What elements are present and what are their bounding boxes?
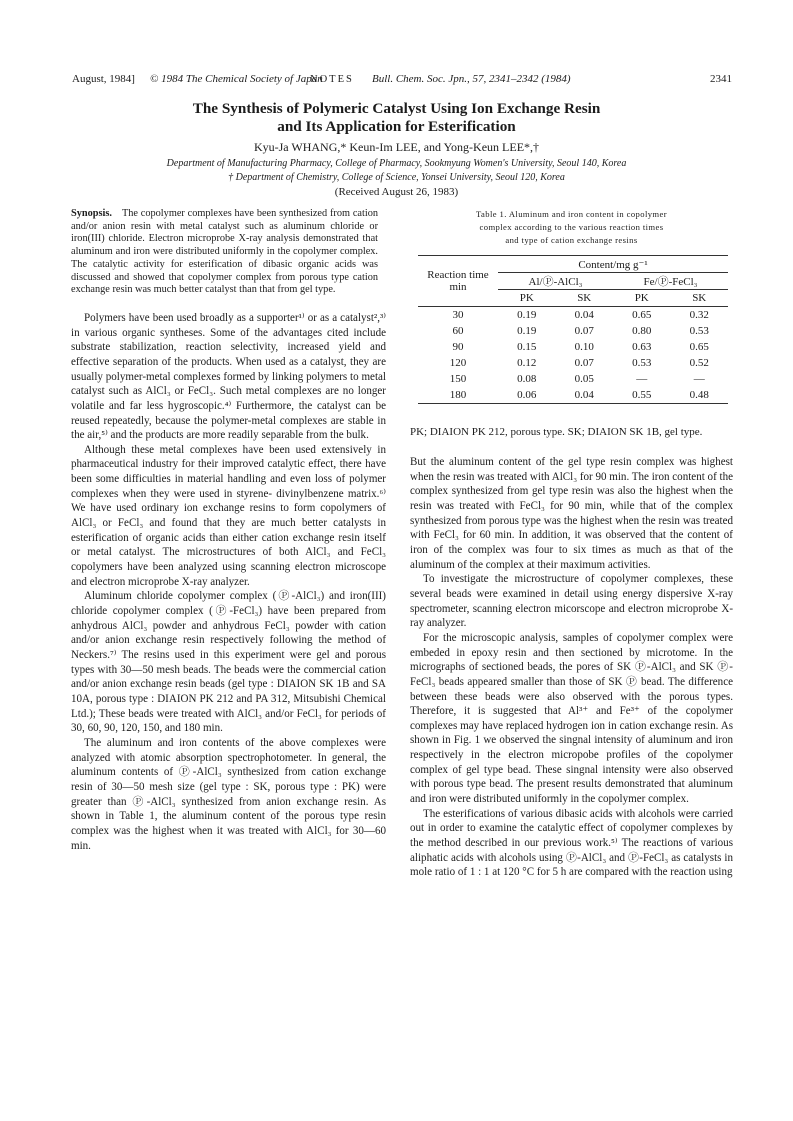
header-section: NOTES: [310, 74, 354, 85]
subcol-header: SK: [577, 292, 592, 304]
table-cell: 0.15: [517, 341, 537, 353]
table-cell: 0.07: [574, 325, 594, 337]
subcol-header: PK: [634, 292, 649, 304]
body-paragraph: The esterifications of various dibasic acids with alcohols were carried out in order to examine the catalytic effect of copolymer complexes by the method described in our previous work.⁵⁾ The reactions of various aliphatic acids with alcohols using Ⓟ-AlCl₃ and Ⓟ-FeCl₃ as catalysts in mole ratio of 1 : 1 at 120 °C for 5 h are compared with the reaction using: [410, 807, 733, 879]
table-cell: 0.19: [517, 325, 537, 337]
table-cell: 0.55: [632, 389, 652, 401]
table-caption-line: complex according to the various reaction times: [479, 222, 664, 232]
body-paragraph: For the microscopic analysis, samples of copolymer complex were embeded in epoxy resin and then sectioned by microtome. In the micrographs of sectioned beads, the pores of SK Ⓟ-AlCl₃ and SK Ⓟ-FeCl₃ beads appeared smaller than those of SK Ⓟ bead. The difference between these beads were also observed with the porous types. Therefore, it is suggested that Al³⁺ and Fe³⁺ of the copolymer complexes may have replaced hydrogen ion in cation exchange resin. As shown in Fig. 1 we observed the singnal intensity of aluminum and iron respectively in the electron micropobe profiles of the copolymer complex of gel type bead. These singnal intensity were also observed with porous type bead. The present results demonstrated that aluminum and iron were distributed uniformly in the copolymer complex.: [410, 631, 733, 806]
article-title-line1: The Synthesis of Polymeric Catalyst Using Ion Exchange Resin: [192, 100, 601, 117]
synopsis-label: Synopsis.: [71, 208, 112, 219]
group-header-fe: Fe/Ⓟ-FeCl₃: [613, 273, 728, 290]
synopsis: [71, 208, 378, 297]
table-cell: 0.52: [689, 357, 709, 369]
table-cell: 0.04: [574, 389, 594, 401]
body-paragraph: But the aluminum content of the gel type resin complex was highest when the resin was treated with AlCl₃ for 90 min. The iron content of the complex synthesized from gel type resin was also the highest when the resin was treated with FeCl₃ for 90 min, while that of the complex synthesized from porous type was the highest when the resin was treated with FeCl₃ for 60 min. In addition, it was observed that the content of iron of the complex was four to six times as much as that of the aluminum of the complex at their maximum activities.: [410, 456, 734, 571]
header-journal: Bull. Chem. Soc. Jpn., 57, 2341–2342 (1984): [372, 73, 571, 85]
body-paragraph: Aluminum chloride copolymer complex (Ⓟ-AlCl₃) and iron(III) chloride copolymer complex (Ⓟ-FeCl₃) have been prepared from anhydrous AlCl₃ powder and anhydrous FeCl₃ powder with cation and/or anion exchange resin respectively following the method of Neckers.⁷⁾ The resins used in this experiment were gel and porous types with 30—50 mesh beads. The beads were the commercial cation and/or anion exchange resin beads (gel type : DIAION SK 1B and SA 10A, porous type : DIAION PK 212 and PA 312, Mitsubishi Chemical Ltd.); These beads were treated with AlCl₃ and/or FeCl₃ for periods of 30, 60, 90, 120, 150, and 180 min.: [71, 590, 386, 735]
table-cell: 90: [452, 341, 464, 353]
header-date: August, 1984]: [72, 73, 135, 85]
body-paragraph: To investigate the microstructure of copolymer complexes, these several beads were examined in detail using energy dispersive X-ray spectrometer, scanning electron micorscope and electron microprobe X-ray analyzer.: [410, 573, 733, 630]
table-caption-line: Table 1. Aluminum and iron content in copolymer: [476, 209, 667, 219]
data-table: [418, 255, 728, 404]
left-column: [71, 208, 386, 853]
table-cell: —: [636, 373, 648, 385]
table-cell: 0.07: [574, 357, 594, 369]
table-row: [418, 339, 728, 355]
table-cell: 0.53: [689, 325, 709, 337]
table-cell: 0.63: [632, 341, 652, 353]
table-cell: 30: [452, 309, 464, 321]
header-page-number: 2341: [710, 73, 732, 85]
table-cell: 0.65: [632, 309, 652, 321]
table-cell: —: [693, 373, 705, 385]
table-cell: 150: [449, 373, 467, 385]
subcol-header: SK: [692, 292, 707, 304]
table-cell: 0.10: [574, 341, 594, 353]
right-column: [410, 455, 733, 880]
synopsis-text: The copolymer complexes have been synthesized from cation and/or anion resin with metal catalyst such as aluminum chloride or iron(III) chloride. Electron microprobe X-ray analysis demonstrated that aluminum and iron were distributed uniformly in the copolymer complex. The catalytic activity for esterification of dibasic organic acids was discussed and showed that copolymer complex from porous type cation exchange resin was much better catalyst than that from gel type.: [71, 208, 378, 296]
received-date: (Received August 26, 1983): [334, 186, 459, 198]
table-cell: 0.80: [632, 325, 652, 337]
body-paragraph: The aluminum and iron contents of the above complexes were analyzed with atomic absorption spectrophotometer. In general, the aluminum contents of Ⓟ-AlCl₃ synthesized from cation exchange resin of 30—50 mesh size (gel type : SK, porous type : PK) were greater than Ⓟ-AlCl₃ synthesized from anion exchange resin. As shown in Table 1, the aluminum content of the porous type resin complex was the highest when it was treated with AlCl₃ for 30—60 min.: [71, 736, 386, 852]
table-caption-line: and type of cation exchange resins: [505, 235, 638, 245]
table-cell: 0.48: [689, 389, 709, 401]
table-row: [418, 355, 728, 371]
table-cell: 0.32: [689, 309, 709, 321]
table-cell: 0.08: [517, 373, 537, 385]
table-row: [418, 371, 728, 387]
table-cell: 0.53: [632, 357, 652, 369]
row-header-line1: Reaction time: [427, 269, 489, 281]
content-header: Content/mg g⁻¹: [498, 256, 728, 273]
header-copyright: © 1984 The Chemical Society of Japan: [150, 73, 323, 85]
table-footnote: PK; DIAION PK 212, porous type. SK; DIAION SK 1B, gel type.: [410, 426, 703, 438]
table-cell: 0.12: [517, 357, 537, 369]
table-row: [418, 307, 728, 324]
table-row-header: [418, 256, 498, 307]
table-cell: 60: [452, 325, 464, 337]
body-paragraph: Although these metal complexes have been used extensively in pharmaceutical industry for their improved catalytic effect, there have been some difficulties in material handling and even loss of polymer complexes when they were used in styrene- divinylbenzene matrix.⁶⁾ We have used ordinary ion exchange resins to form copolymers of AlCl₃ or FeCl₃ and found that they are much better catalysts in esterification of organic acids than either cation exchange resin itself or metal catalyst. The microstructures of both AlCl₃ and FeCl₃ copolymers have been analyzed using scanning electron microscope and electron microprobe X-ray analyzer.: [71, 443, 386, 588]
table-cell: 0.04: [574, 309, 594, 321]
group-header-al: Al/Ⓟ-AlCl₃: [498, 273, 613, 290]
subcol-header: PK: [519, 292, 534, 304]
affiliation-2: † Department of Chemistry, College of Science, Yonsei University, Seoul 120, Korea: [228, 172, 565, 183]
affiliation-1: Department of Manufacturing Pharmacy, College of Pharmacy, Sookmyung Women's University, Seoul 140, Korea: [166, 158, 627, 169]
article-title-line2: and Its Application for Esterification: [277, 118, 516, 135]
authors: Kyu-Ja WHANG,* Keun-Im LEE, and Yong-Keun LEE*,†: [253, 140, 540, 154]
body-paragraph: Polymers have been used broadly as a supporter¹⁾ or as a catalyst²,³⁾ in various organic syntheses. Some of the advantages cited include substrate stabilization, reaction selectivity, increased yield and effective separation of the products. When used as a catalyst, they are usually polymer-metal complexes formed by linking polymers to metal catalyst such as AlCl₃ or FeCl₃. Such metal complexes are no longer volatile and far less hygroscopic.⁴⁾ Furthermore, the catalyst can be reused repeatedly, because the polymer-metal complexes are stable in the air,⁵⁾ and the products are more readily separable from the bulk.: [71, 311, 386, 442]
running-header: [72, 73, 732, 89]
table-cell: 0.06: [517, 389, 537, 401]
table-row: [418, 387, 728, 404]
row-header-line2: min: [449, 281, 467, 293]
table-cell: 120: [449, 357, 467, 369]
table-caption: [410, 208, 733, 247]
table-cell: 0.19: [517, 309, 537, 321]
table-cell: 180: [449, 389, 467, 401]
table-cell: 0.05: [574, 373, 594, 385]
table-cell: 0.65: [689, 341, 709, 353]
table-row: [418, 323, 728, 339]
